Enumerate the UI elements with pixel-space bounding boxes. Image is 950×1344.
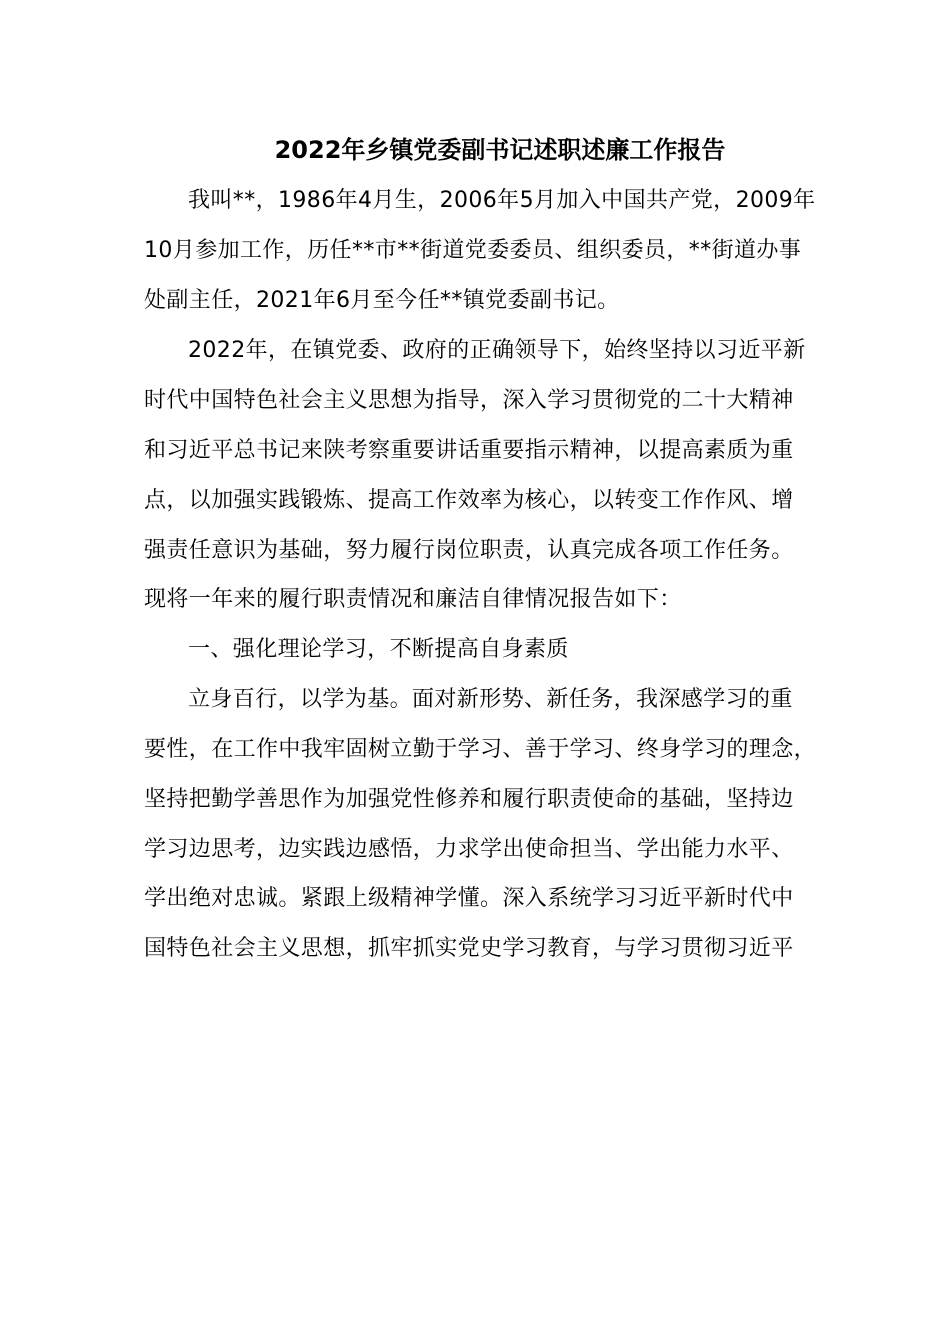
paragraph-3-line-2: 要性，在工作中我牢固树立勤于学习、善于学习、终身学习的理念， xyxy=(144,737,817,762)
paragraph-2-line-1: 2022年，在镇党委、政府的正确领导下，始终坚持以习近平新 xyxy=(188,338,806,363)
paragraph-2-line-4: 点，以加强实践锻炼、提高工作效率为核心，以转变工作作风、增 xyxy=(144,488,794,513)
paragraph-3-line-6: 国特色社会主义思想，抓牢抓实党史学习教育，与学习贯彻习近平 xyxy=(144,936,794,961)
paragraph-1-line-1: 我叫**，1986年4月生，2006年5月加入中国共产党，2009年 xyxy=(188,188,816,213)
paragraph-2-line-2: 时代中国特色社会主义思想为指导，深入学习贯彻党的二十大精神 xyxy=(144,388,794,413)
paragraph-3-line-1: 立身百行，以学为基。面对新形势、新任务，我深感学习的重 xyxy=(188,687,793,712)
paragraph-3-line-3: 坚持把勤学善思作为加强党性修养和履行职责使命的基础，坚持边 xyxy=(144,787,794,812)
document-title: 2022年乡镇党委副书记述职述廉工作报告 xyxy=(274,136,726,164)
paragraph-1-line-2: 10月参加工作，历任**市**街道党委委员、组织委员，**街道办事 xyxy=(144,238,802,263)
paragraph-3-line-5: 学出绝对忠诚。紧跟上级精神学懂。深入系统学习习近平新时代中 xyxy=(144,886,794,911)
paragraph-3-line-4: 学习边思考，边实践边感悟，力求学出使命担当、学出能力水平、 xyxy=(144,837,794,862)
paragraph-2-line-5: 强责任意识为基础，努力履行岗位职责，认真完成各项工作任务。 xyxy=(144,538,794,563)
paragraph-1-line-3: 处副主任，2021年6月至今任**镇党委副书记。 xyxy=(144,288,620,313)
section-heading-1: 一、强化理论学习，不断提高自身素质 xyxy=(188,637,569,662)
paragraph-2-line-3: 和习近平总书记来陕考察重要讲话重要指示精神，以提高素质为重 xyxy=(144,438,794,463)
paragraph-2-line-6: 现将一年来的履行职责情况和廉洁自律情况报告如下： xyxy=(144,587,682,612)
